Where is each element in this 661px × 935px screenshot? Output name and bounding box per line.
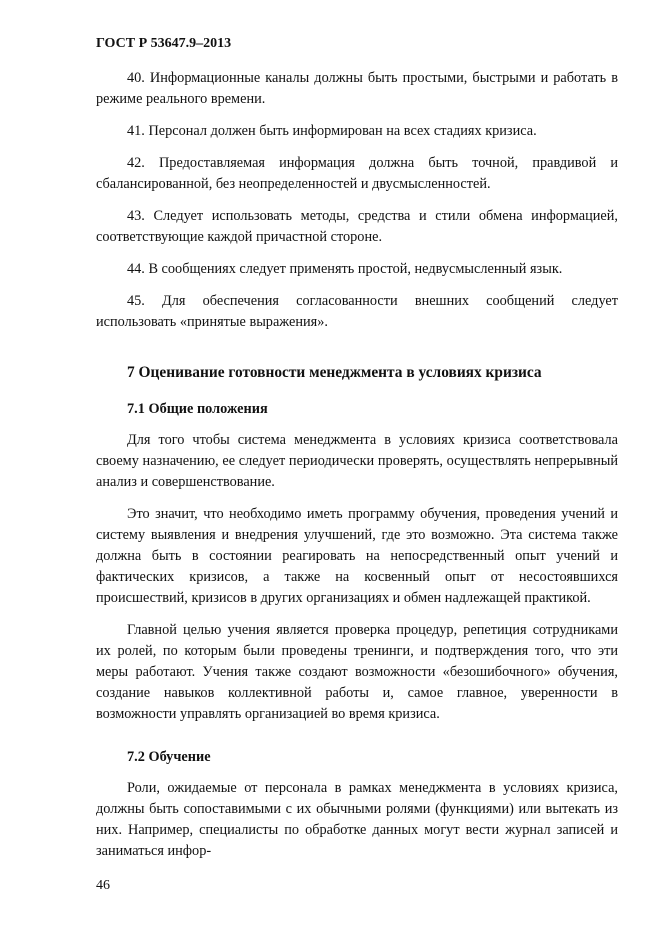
list-item-41: 41. Персонал должен быть информирован на всех стадиях кризиса. — [127, 123, 537, 139]
paragraph: Роли, ожидаемые от персонала в рамках менеджмента в условиях кризиса, должны быть сопоставимыми с их обычными ролями (функциями) или вытекать из них. Например, специалисты по обработке данных могут вести журнал записей и заниматься инфор- — [96, 780, 618, 859]
list-item-40: 40. Информационные каналы должны быть простыми, быстрыми и работать в режиме реального времени. — [96, 70, 618, 107]
subsection-7-2-heading: 7.2 Обучение — [127, 749, 211, 765]
document-code: ГОСТ Р 53647.9–2013 — [96, 36, 232, 51]
paragraph: Для того чтобы система менеджмента в условиях кризиса соответствовала своему назначению, ее следует периодически проверять, осуществлять непрерывный анализ и совершенствование. — [96, 432, 618, 490]
subsection-7-1-heading: 7.1 Общие положения — [127, 401, 268, 417]
page-number: 46 — [96, 878, 110, 893]
list-item-44: 44. В сообщениях следует применять простой, недвусмысленный язык. — [127, 261, 563, 277]
list-item-42: 42. Предоставляемая информация должна быть точной, правдивой и сбалансированной, без неопределенностей и двусмысленностей. — [96, 155, 618, 192]
section-7-heading: 7 Оценивание готовности менеджмента в условиях кризиса — [127, 364, 542, 381]
list-item-45: 45. Для обеспечения согласованности внешних сообщений следует использовать «принятые выражения». — [96, 293, 618, 330]
paragraph: Главной целью учения является проверка процедур, репетиция сотрудниками их ролей, по которым были проведены тренинги, и подтверждения того, что эти меры работают. Учения также создают возможности «безошибочного» обучения, создание навыков коллективной работы и, самое главное, уверенности в возможности управлять организацией во время кризиса. — [96, 622, 618, 722]
list-item-43: 43. Следует использовать методы, средства и стили обмена информацией, соответствующие каждой причастной стороне. — [96, 208, 618, 245]
paragraph: Это значит, что необходимо иметь программу обучения, проведения учений и систему выявления и внедрения улучшений, где это возможно. Эта система также должна быть в состоянии реагировать на непосредственный опыт учений и фактических кризисов, а также на косвенный опыт от несостоявшихся происшествий, кризисов в других организациях и обмен надлежащей практикой. — [96, 506, 618, 606]
page-body — [96, 68, 618, 862]
